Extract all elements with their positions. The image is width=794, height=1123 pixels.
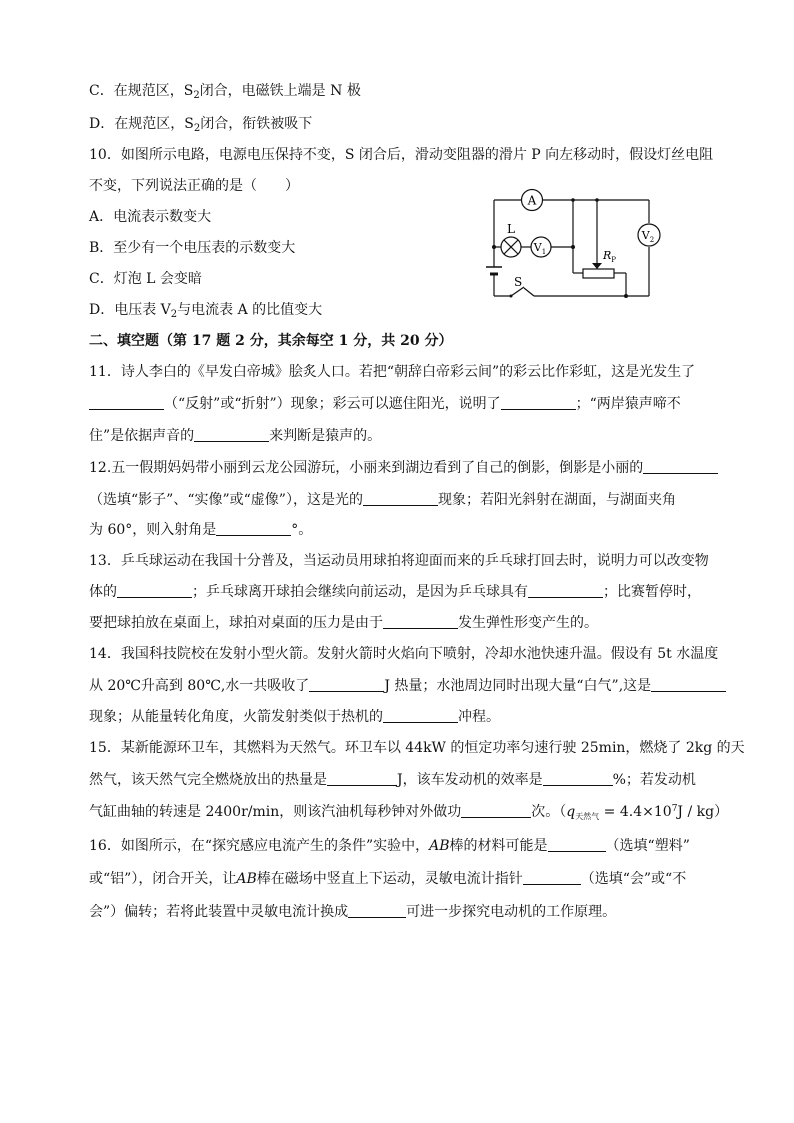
q10-stem-line1: 10．如图所示电路，电源电压保持不变，S 闭合后，滑动变阻器的滑片 P 向左移动时，假设灯丝电阻 — [89, 147, 714, 163]
q16-line3: 会”）偏转；若将此装置中灵敏电流计换成 可进一步探究电动机的工作原理。 — [89, 904, 617, 920]
answer-blank[interactable] — [89, 395, 164, 410]
battery-icon — [486, 267, 502, 274]
answer-blank[interactable] — [194, 427, 269, 442]
heat-value-formula: $q_{天然气} = 4.4\times 10^7J$ / kg — [566, 804, 715, 821]
answer-blank[interactable] — [461, 803, 531, 818]
answer-blank[interactable] — [548, 837, 606, 852]
v1-label: $V_1$ — [533, 241, 547, 256]
answer-blank[interactable] — [327, 771, 397, 786]
q10-option-c: C．灯泡 L 会变暗 — [89, 271, 202, 287]
circuit-diagram — [486, 183, 666, 301]
answer-blank[interactable] — [309, 677, 384, 692]
q15-line1: 15．某新能源环卫车，其燃料为天然气。环卫车以 44kW 的恒定功率匀速行驶 25min，燃烧了 2kg 的天 — [89, 740, 745, 756]
q15-line3: 气缸曲轴的转速是 2400r/min，则该汽油机每秒钟对外做功 次。$(q_{天然气} = 4.4\times 10^7J / kg)$ — [89, 804, 729, 821]
q14-line3: 现象；从能量转化角度，火箭发射类似于热机的 冲程。 — [89, 709, 500, 725]
q10-option-b: B．至少有一个电压表的示数变大 — [89, 240, 296, 256]
q16-line1: 16．如图所示，在“探究感应电流产生的条件”实验中，AB棒的材料可能是 （选填“塑料” — [89, 838, 690, 854]
answer-blank[interactable] — [501, 395, 576, 410]
voltmeter-v2-icon — [638, 224, 660, 246]
answer-blank[interactable] — [523, 870, 581, 885]
lamp-icon — [501, 222, 521, 257]
q9-option-d: D．在规范区，$S_2$闭合，衔铁被吸下 — [89, 116, 313, 134]
answer-blank[interactable] — [216, 521, 291, 536]
ammeter-icon — [522, 190, 543, 211]
switch-icon — [510, 275, 525, 298]
q12-line1: 12.五一假期妈妈带小丽到云龙公园游玩，小丽来到湖边看到了自己的倒影，倒影是小丽的 — [89, 458, 718, 478]
q14-line2: 从 20℃升高到 80℃,水一共吸收了 J 热量；水池周边同时出现大量“白气”,这是 — [89, 676, 726, 696]
q13-line3: 要把球拍放在桌面上，球拍对桌面的压力是由于 发生弹性形变产生的。 — [89, 615, 598, 631]
answer-blank[interactable] — [651, 677, 726, 692]
q13-line1: 13．乒乓球运动在我国十分普及，当运动员用球拍将迎面而来的乒乓球打回去时，说明力可以改变物 — [89, 553, 709, 569]
lamp-label: L — [507, 222, 515, 236]
v2-label: $V_2$ — [641, 229, 655, 244]
q9-option-c: C．在规范区，$S_2$闭合，电磁铁上端是 N 极 — [89, 83, 361, 101]
answer-blank[interactable] — [643, 459, 718, 474]
answer-blank[interactable] — [528, 583, 603, 598]
section-heading-fill-in: 二、填空题（第 17 题 2 分，其余每空 1 分，共 20 分） — [89, 333, 453, 349]
q15-line2: 然气，该天然气完全燃烧放出的热量是 J，该车发动机的效率是 %；若发动机 — [89, 772, 696, 788]
q14-line1: 14．我国科技院校在发射小型火箭。发射火箭时火焰向下喷射，冷却水池快速升温。假设有 5t 水温度 — [89, 646, 719, 662]
answer-blank[interactable] — [348, 903, 406, 918]
answer-blank[interactable] — [383, 614, 458, 629]
q10-option-a: A．电流表示数变大 — [89, 209, 212, 225]
q10-option-d: D．电压表 $V_2$与电流表 A 的比值变大 — [89, 302, 323, 320]
ammeter-label: A — [527, 193, 537, 208]
answer-blank[interactable] — [383, 708, 458, 723]
answer-blank[interactable] — [117, 583, 192, 598]
answer-blank[interactable] — [363, 491, 438, 506]
rheostat-label: $R_P$ — [603, 249, 617, 264]
answer-blank[interactable] — [543, 771, 613, 786]
voltmeter-v1-icon — [531, 237, 551, 257]
switch-label: S — [514, 275, 523, 289]
q11-line2: （“反射”或“折射”）现象；彩云可以遮住阳光，说明了 ；“两岸猿声啼不 — [89, 394, 681, 414]
slider-arrow-icon — [592, 263, 602, 269]
q16-line2: 或“铝”），闭合开关，让AB棒在磁场中竖直上下运动，灵敏电流计指针 （选填“会”或“不 — [89, 871, 687, 887]
q13-line2: 体的 ；乒乓球离开球拍会继续向前运动，是因为乒乓球具有 ；比赛暂停时， — [89, 584, 701, 600]
q12-line3: 为 60°，则入射角是 °。 — [89, 522, 313, 538]
q10-stem-line2: 不变，下列说法正确的是（ ） — [89, 178, 299, 194]
q11-line3: 住”是依据声音的 来判断是猿声的。 — [89, 428, 382, 444]
q12-line2: （选填“影子”、“实像”或“虚像”），这是光的 现象；若阳光斜射在湖面，与湖面夹角 — [89, 492, 676, 508]
q11-line1: 11．诗人李白的《早发白帝城》脍炙人口。若把“朝辞白帝彩云间”的彩云比作彩虹，这是光发生了 — [89, 364, 696, 380]
